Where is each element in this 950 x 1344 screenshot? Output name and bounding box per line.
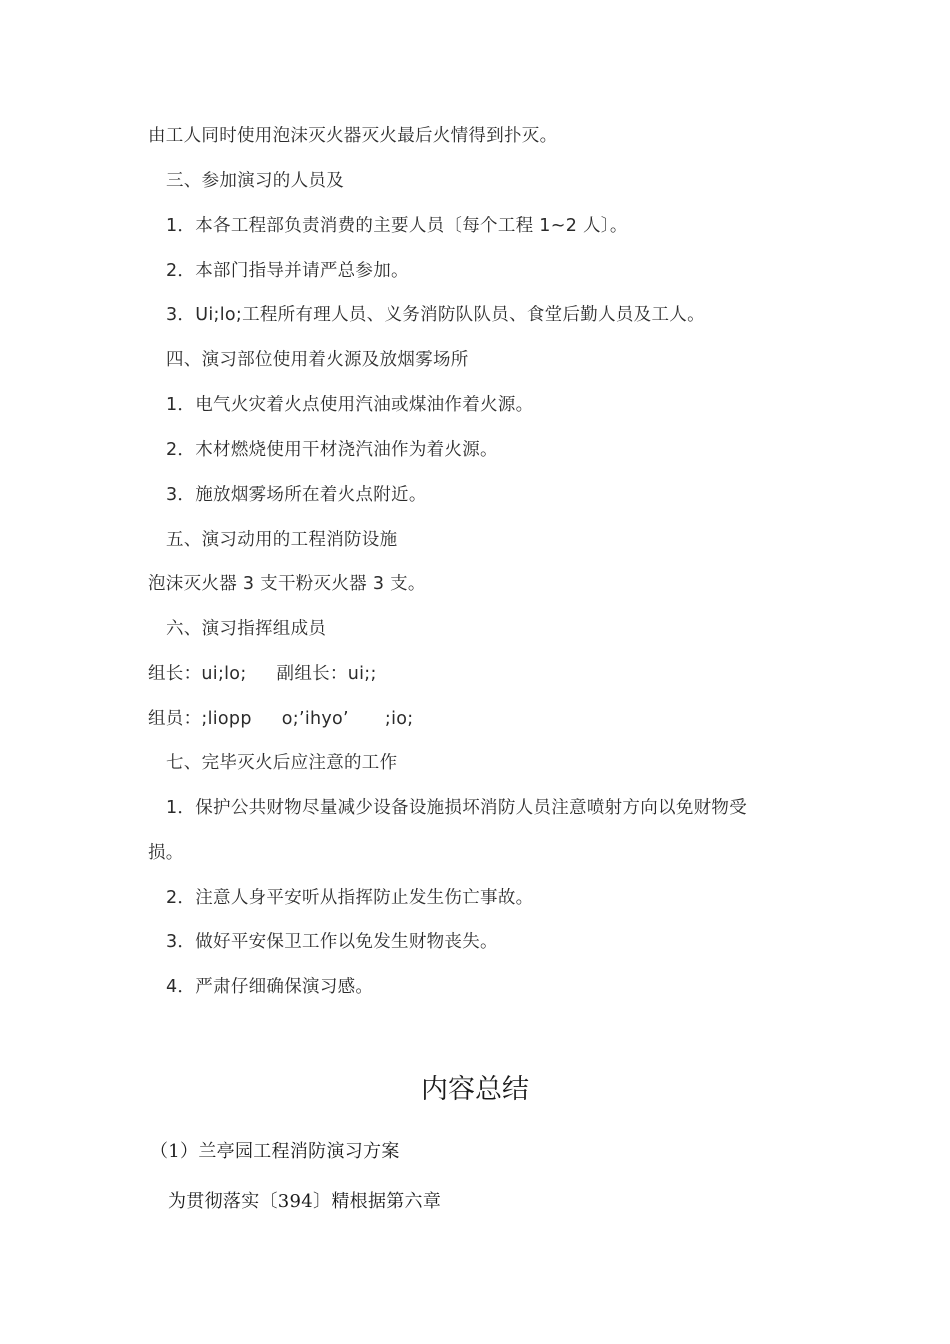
section-heading-3: 三、参加演习的人员及 xyxy=(166,171,344,191)
list-item-continuation: 损。 xyxy=(148,843,184,863)
leaders-line xyxy=(148,662,377,686)
summary-line: （1）兰亭园工程消防演习方案 xyxy=(150,1141,400,1162)
list-item: 3．施放烟雾场所在着火点附近。 xyxy=(166,485,427,505)
section-heading-4: 四、演习部位使用着火源及放烟雾场所 xyxy=(166,350,469,370)
section-heading-6: 六、演习指挥组成员 xyxy=(166,619,327,639)
deputy-leader-text: 副组长：ui;; xyxy=(276,664,377,684)
list-item: 2．木材燃烧使用干材浇汽油作为着火源。 xyxy=(166,440,498,460)
member-name: ;io; xyxy=(384,709,414,729)
section-heading-7: 七、完毕灭火后应注意的工作 xyxy=(166,753,398,773)
members-text: 组员：;liopp xyxy=(148,709,252,729)
members-line xyxy=(148,707,413,731)
list-item: 3．做好平安保卫工作以免发生财物丧失。 xyxy=(166,932,498,952)
list-item: 1．本各工程部负责消费的主要人员〔每个工程 1~2 人〕。 xyxy=(166,216,628,236)
list-item: 4．严肃仔细确保演习感。 xyxy=(166,977,374,997)
leader-text: 组长：ui;lo; xyxy=(148,664,247,684)
list-item: 2．注意人身平安听从指挥防止发生伤亡事故。 xyxy=(166,888,534,908)
member-name: o;’ihyo’ xyxy=(281,709,349,729)
list-item: 1．电气火灾着火点使用汽油或煤油作着火源。 xyxy=(166,395,534,415)
summary-title: 内容总结 xyxy=(421,1074,529,1105)
list-item: 3．Ui;lo;工程所有理人员、义务消防队队员、食堂后勤人员及工人。 xyxy=(166,305,705,325)
list-item: 2．本部门指导并请严总参加。 xyxy=(166,261,409,281)
paragraph-line: 泡沫灭火器 3 支干粉灭火器 3 支。 xyxy=(148,574,426,594)
paragraph-line: 由工人同时使用泡沫灭火器灭火最后火情得到扑灭。 xyxy=(148,126,558,146)
section-heading-5: 五、演习动用的工程消防设施 xyxy=(166,530,398,550)
list-item: 1．保护公共财物尽量减少设备设施损坏消防人员注意喷射方向以免财物受 xyxy=(166,798,748,818)
summary-line: 为贯彻落实〔394〕精根据第六章 xyxy=(168,1191,442,1212)
